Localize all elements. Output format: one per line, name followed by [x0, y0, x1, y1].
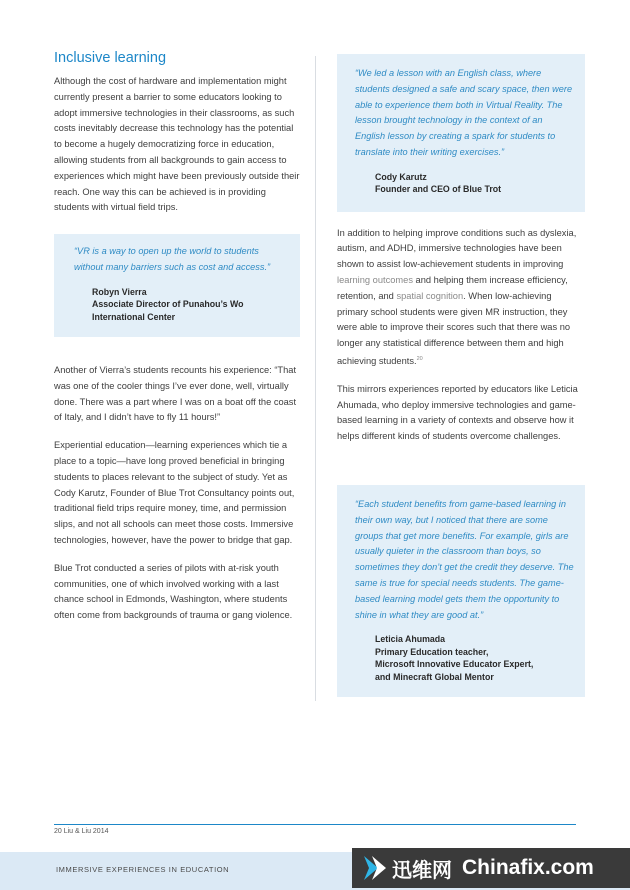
attribution-role: Primary Education teacher,: [375, 646, 489, 657]
attribution-role-cont: Microsoft Innovative Educator Expert,: [375, 659, 534, 670]
quote-box-vierra: [54, 234, 300, 337]
quote-text: “VR is a way to open up the world to students without many barriers such as cost and access.”: [74, 246, 271, 272]
paragraph-conditions: In addition to helping improve conditions such as dyslexia, autism, and ADHD, immersive technologies have been shown to assist low-achievement students in improving learning outcomes and helping them increase efficiency, retention, and spatial cognition. When low-achieving primary school students were given MR instruction, they were able to improve their scores such that there was no longer any statistical difference between them and high achieving students.$^{20}$: [337, 227, 577, 367]
left-column: [54, 50, 300, 636]
quote-box-karutz: [337, 54, 585, 212]
attribution-name: Leticia Ahumada: [375, 634, 446, 645]
attribution-role-cont: International Center: [92, 311, 176, 322]
attribution-role: Associate Director of Punahou’s Wo: [92, 299, 244, 310]
quote-attribution: [92, 286, 290, 323]
attribution-role-cont2: and Minecraft Global Mentor: [375, 671, 494, 682]
quote-box-ahumada: [337, 485, 585, 697]
column-divider: [315, 56, 316, 701]
section-heading: Inclusive learning: [54, 50, 167, 66]
footnote-ref: 20: [416, 355, 423, 362]
quote-attribution: [375, 633, 575, 683]
footer-title: IMMERSIVE EXPERIENCES IN EDUCATION: [56, 865, 230, 874]
attribution-name: Robyn Vierra: [92, 286, 147, 297]
footer-rule: [54, 824, 576, 825]
paragraph-blue-trot: Blue Trot conducted a series of pilots with at-risk youth communities, one of which involved working with a last chance school in Edmonds, Washington, where students often come from backgrounds of trauma or gang violence.: [54, 562, 293, 621]
highlight-learning-outcomes: learning outcomes: [337, 274, 413, 285]
paragraph-ahumada: This mirrors experiences reported by educators like Leticia Ahumada, who deploy immersive technologies and game-based learning in a variety of contexts and observe how it helps different kinds of students overcome challenges.: [337, 383, 578, 442]
play-arrow-icon: [358, 853, 388, 883]
paragraph-experiential: Experiential education—learning experiences which tie a place to a topic—have long proved beneficial in bringing students to places relevant to the subject of study. Yet as Cody Karutz, Founder of Blue Trot Consultancy points out, traditional field trips require money, time, and permission slips, and not all schools can meet those costs. Immersive technologies, however, have the power to bridge that gap.: [54, 440, 295, 545]
right-column: [337, 54, 585, 697]
watermark-cn: 迅维网: [392, 857, 452, 882]
attribution-name: Cody Karutz: [375, 171, 427, 182]
highlight-spatial-cognition: spatial cognition: [396, 290, 464, 301]
watermark-en: Chinafix.com: [462, 856, 594, 879]
quote-text: “We led a lesson with an English class, where students designed a safe and scary space, then were able to experience them both in Virtual Reality. The lesson brought technology in the context of an English lesson by creating a spark for students to translate into their writing exercises.”: [355, 68, 573, 157]
quote-text: “Each student benefits from game-based learning in their own way, but I noticed that there are some groups that get more benefits. For example, girls are usually quieter in the classroom than boys, so sometimes they don’t get the credit they deserve. The same is true for special needs students. The game-based learning model gets them the opportunity to shine in what they are good at.”: [355, 499, 574, 620]
page-number: 20 Liu & Liu 2014: [54, 828, 109, 835]
attribution-role: Founder and CEO of Blue Trot: [375, 184, 502, 195]
paragraph-student-experience: Another of Vierra’s students recounts his experience: “That was one of the cooler things I’ve ever done, well, virtually done. There was a part where I was on a boat off the coast of Italy, and I didn’t have to fly 11 hours!”: [54, 364, 297, 423]
quote-attribution: [375, 171, 575, 196]
watermark: [352, 848, 630, 888]
paragraph-intro: Although the cost of hardware and implementation might currently present a barrier to some educators looking to adopt immersive technologies in their classrooms, as such costs inevitably decrease this technology has the potential to become a hugely democratizing force in education, allowing students from all backgrounds to gain access to experiences which might have been previously outside their reach. One way this can be achieved is in providing students with virtual field trips.: [54, 76, 300, 213]
